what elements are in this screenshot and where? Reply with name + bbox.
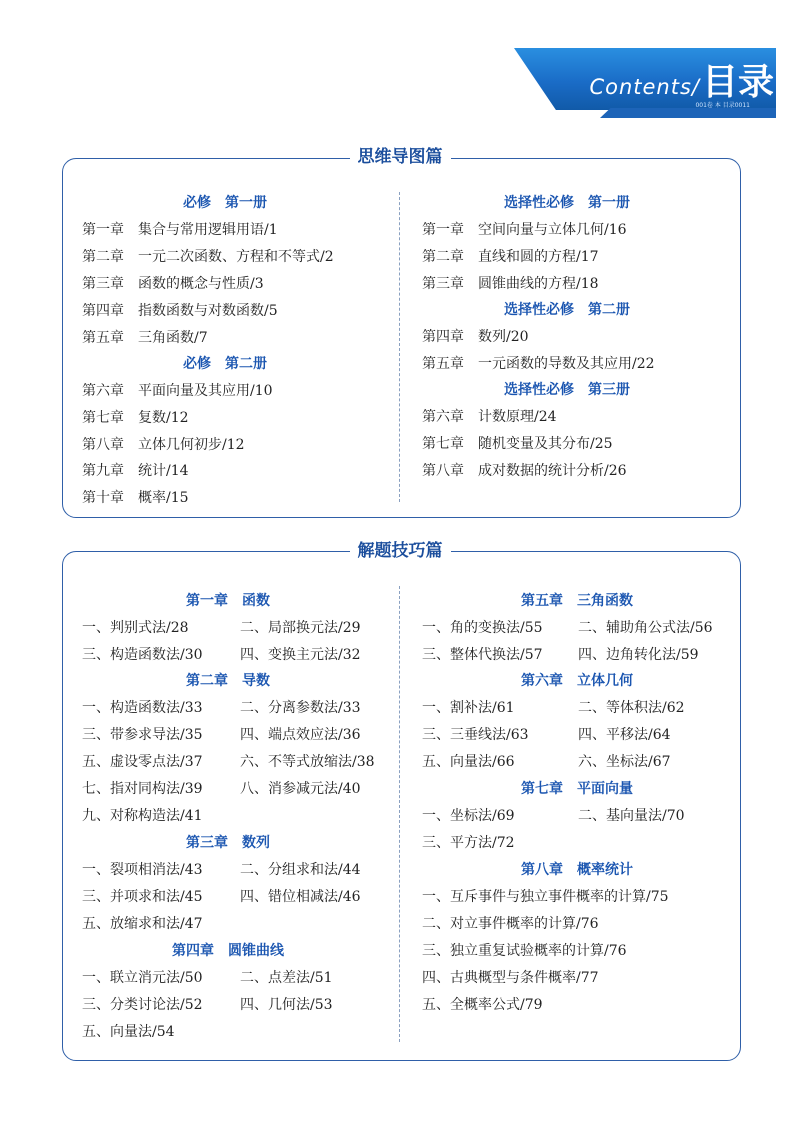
technique-entry[interactable]: 五、全概率公式/79 [422, 997, 543, 1013]
technique-entry[interactable]: 四、错位相减法/46 [240, 889, 361, 905]
technique-entry[interactable]: 五、放缩求和法/47 [82, 916, 203, 932]
toc-entry[interactable]: 第十章 概率/15 [82, 490, 189, 506]
toc-entry[interactable]: 第二章 直线和圆的方程/17 [422, 249, 599, 265]
technique-entry[interactable]: 一、裂项相消法/43 [82, 862, 203, 878]
chapter-heading: 第六章 立体几何 [521, 673, 633, 689]
technique-entry[interactable]: 三、整体代换法/57 [422, 647, 543, 663]
section-mindmap-title-wrap [0, 144, 800, 170]
technique-entry[interactable]: 六、不等式放缩法/38 [240, 754, 375, 770]
technique-entry[interactable]: 二、对立事件概率的计算/76 [422, 916, 599, 932]
technique-entry[interactable]: 七、指对同构法/39 [82, 781, 203, 797]
toc-entry[interactable]: 第一章 集合与常用逻辑用语/1 [82, 222, 278, 238]
toc-heading: 选择性必修 第三册 [504, 382, 630, 398]
technique-entry[interactable]: 一、互斥事件与独立事件概率的计算/75 [422, 889, 669, 905]
chapter-heading: 第一章 函数 [186, 593, 270, 609]
technique-entry[interactable]: 五、虚设零点法/37 [82, 754, 203, 770]
technique-entry[interactable]: 三、构造函数法/30 [82, 647, 203, 663]
header-title [574, 54, 774, 103]
technique-entry[interactable]: 二、等体积法/62 [578, 700, 685, 716]
toc-entry[interactable]: 第四章 数列/20 [422, 329, 529, 345]
section-mindmap-divider [399, 192, 400, 502]
section-techniques-title-wrap [0, 538, 800, 564]
toc-heading: 选择性必修 第二册 [504, 302, 630, 318]
technique-entry[interactable]: 二、分离参数法/33 [240, 700, 361, 716]
technique-entry[interactable]: 四、平移法/64 [578, 727, 671, 743]
title-chinese: 目录 [701, 62, 774, 103]
chapter-heading: 第五章 三角函数 [521, 593, 633, 609]
section-techniques-title: 解题技巧篇 [350, 538, 451, 564]
toc-entry[interactable]: 第八章 成对数据的统计分析/26 [422, 463, 627, 479]
technique-entry[interactable]: 六、坐标法/67 [578, 754, 671, 770]
chapter-heading: 第三章 数列 [186, 835, 270, 851]
toc-heading: 必修 第一册 [183, 195, 267, 211]
toc-entry[interactable]: 第九章 统计/14 [82, 463, 189, 479]
toc-entry[interactable]: 第七章 随机变量及其分布/25 [422, 436, 613, 452]
technique-entry[interactable]: 四、端点效应法/36 [240, 727, 361, 743]
technique-entry[interactable]: 五、向量法/66 [422, 754, 515, 770]
chapter-heading: 第四章 圆锥曲线 [172, 943, 284, 959]
technique-entry[interactable]: 一、联立消元法/50 [82, 970, 203, 986]
technique-entry[interactable]: 一、角的变换法/55 [422, 620, 543, 636]
technique-entry[interactable]: 八、消参减元法/40 [240, 781, 361, 797]
chapter-heading: 第七章 平面向量 [521, 781, 633, 797]
technique-entry[interactable]: 二、分组求和法/44 [240, 862, 361, 878]
technique-entry[interactable]: 三、分类讨论法/52 [82, 997, 203, 1013]
technique-entry[interactable]: 二、局部换元法/29 [240, 620, 361, 636]
toc-entry[interactable]: 第三章 函数的概念与性质/3 [82, 276, 264, 292]
technique-entry[interactable]: 三、平方法/72 [422, 835, 515, 851]
technique-entry[interactable]: 二、点差法/51 [240, 970, 333, 986]
chapter-heading: 第八章 概率统计 [521, 862, 633, 878]
technique-entry[interactable]: 四、变换主元法/32 [240, 647, 361, 663]
header-subtitle: 001卷 本 目录0011 [695, 102, 750, 109]
technique-entry[interactable]: 三、带参求导法/35 [82, 727, 203, 743]
toc-entry[interactable]: 第三章 圆锥曲线的方程/18 [422, 276, 599, 292]
toc-heading: 选择性必修 第一册 [504, 195, 630, 211]
technique-entry[interactable]: 九、对称构造法/41 [82, 808, 203, 824]
toc-entry[interactable]: 第六章 平面向量及其应用/10 [82, 383, 273, 399]
technique-entry[interactable]: 三、并项求和法/45 [82, 889, 203, 905]
technique-entry[interactable]: 四、古典概型与条件概率/77 [422, 970, 599, 986]
toc-entry[interactable]: 第五章 一元函数的导数及其应用/22 [422, 356, 655, 372]
toc-entry[interactable]: 第六章 计数原理/24 [422, 409, 557, 425]
technique-entry[interactable]: 二、辅助角公式法/56 [578, 620, 713, 636]
toc-entry[interactable]: 第二章 一元二次函数、方程和不等式/2 [82, 249, 334, 265]
section-techniques-divider [399, 586, 400, 1042]
section-mindmap-title: 思维导图篇 [350, 144, 451, 170]
technique-entry[interactable]: 二、基向量法/70 [578, 808, 685, 824]
toc-entry[interactable]: 第一章 空间向量与立体几何/16 [422, 222, 627, 238]
technique-entry[interactable]: 三、独立重复试验概率的计算/76 [422, 943, 627, 959]
chapter-heading: 第二章 导数 [186, 673, 270, 689]
toc-entry[interactable]: 第五章 三角函数/7 [82, 330, 208, 346]
toc-entry[interactable]: 第四章 指数函数与对数函数/5 [82, 303, 278, 319]
toc-entry[interactable]: 第八章 立体几何初步/12 [82, 437, 245, 453]
technique-entry[interactable]: 一、构造函数法/33 [82, 700, 203, 716]
toc-entry[interactable]: 第七章 复数/12 [82, 410, 189, 426]
technique-entry[interactable]: 四、边角转化法/59 [578, 647, 699, 663]
technique-entry[interactable]: 一、割补法/61 [422, 700, 515, 716]
technique-entry[interactable]: 四、几何法/53 [240, 997, 333, 1013]
technique-entry[interactable]: 一、判别式法/28 [82, 620, 189, 636]
technique-entry[interactable]: 一、坐标法/69 [422, 808, 515, 824]
technique-entry[interactable]: 三、三垂线法/63 [422, 727, 529, 743]
toc-heading: 必修 第二册 [183, 356, 267, 372]
technique-entry[interactable]: 五、向量法/54 [82, 1024, 175, 1040]
title-english: Contents/ [589, 75, 700, 99]
